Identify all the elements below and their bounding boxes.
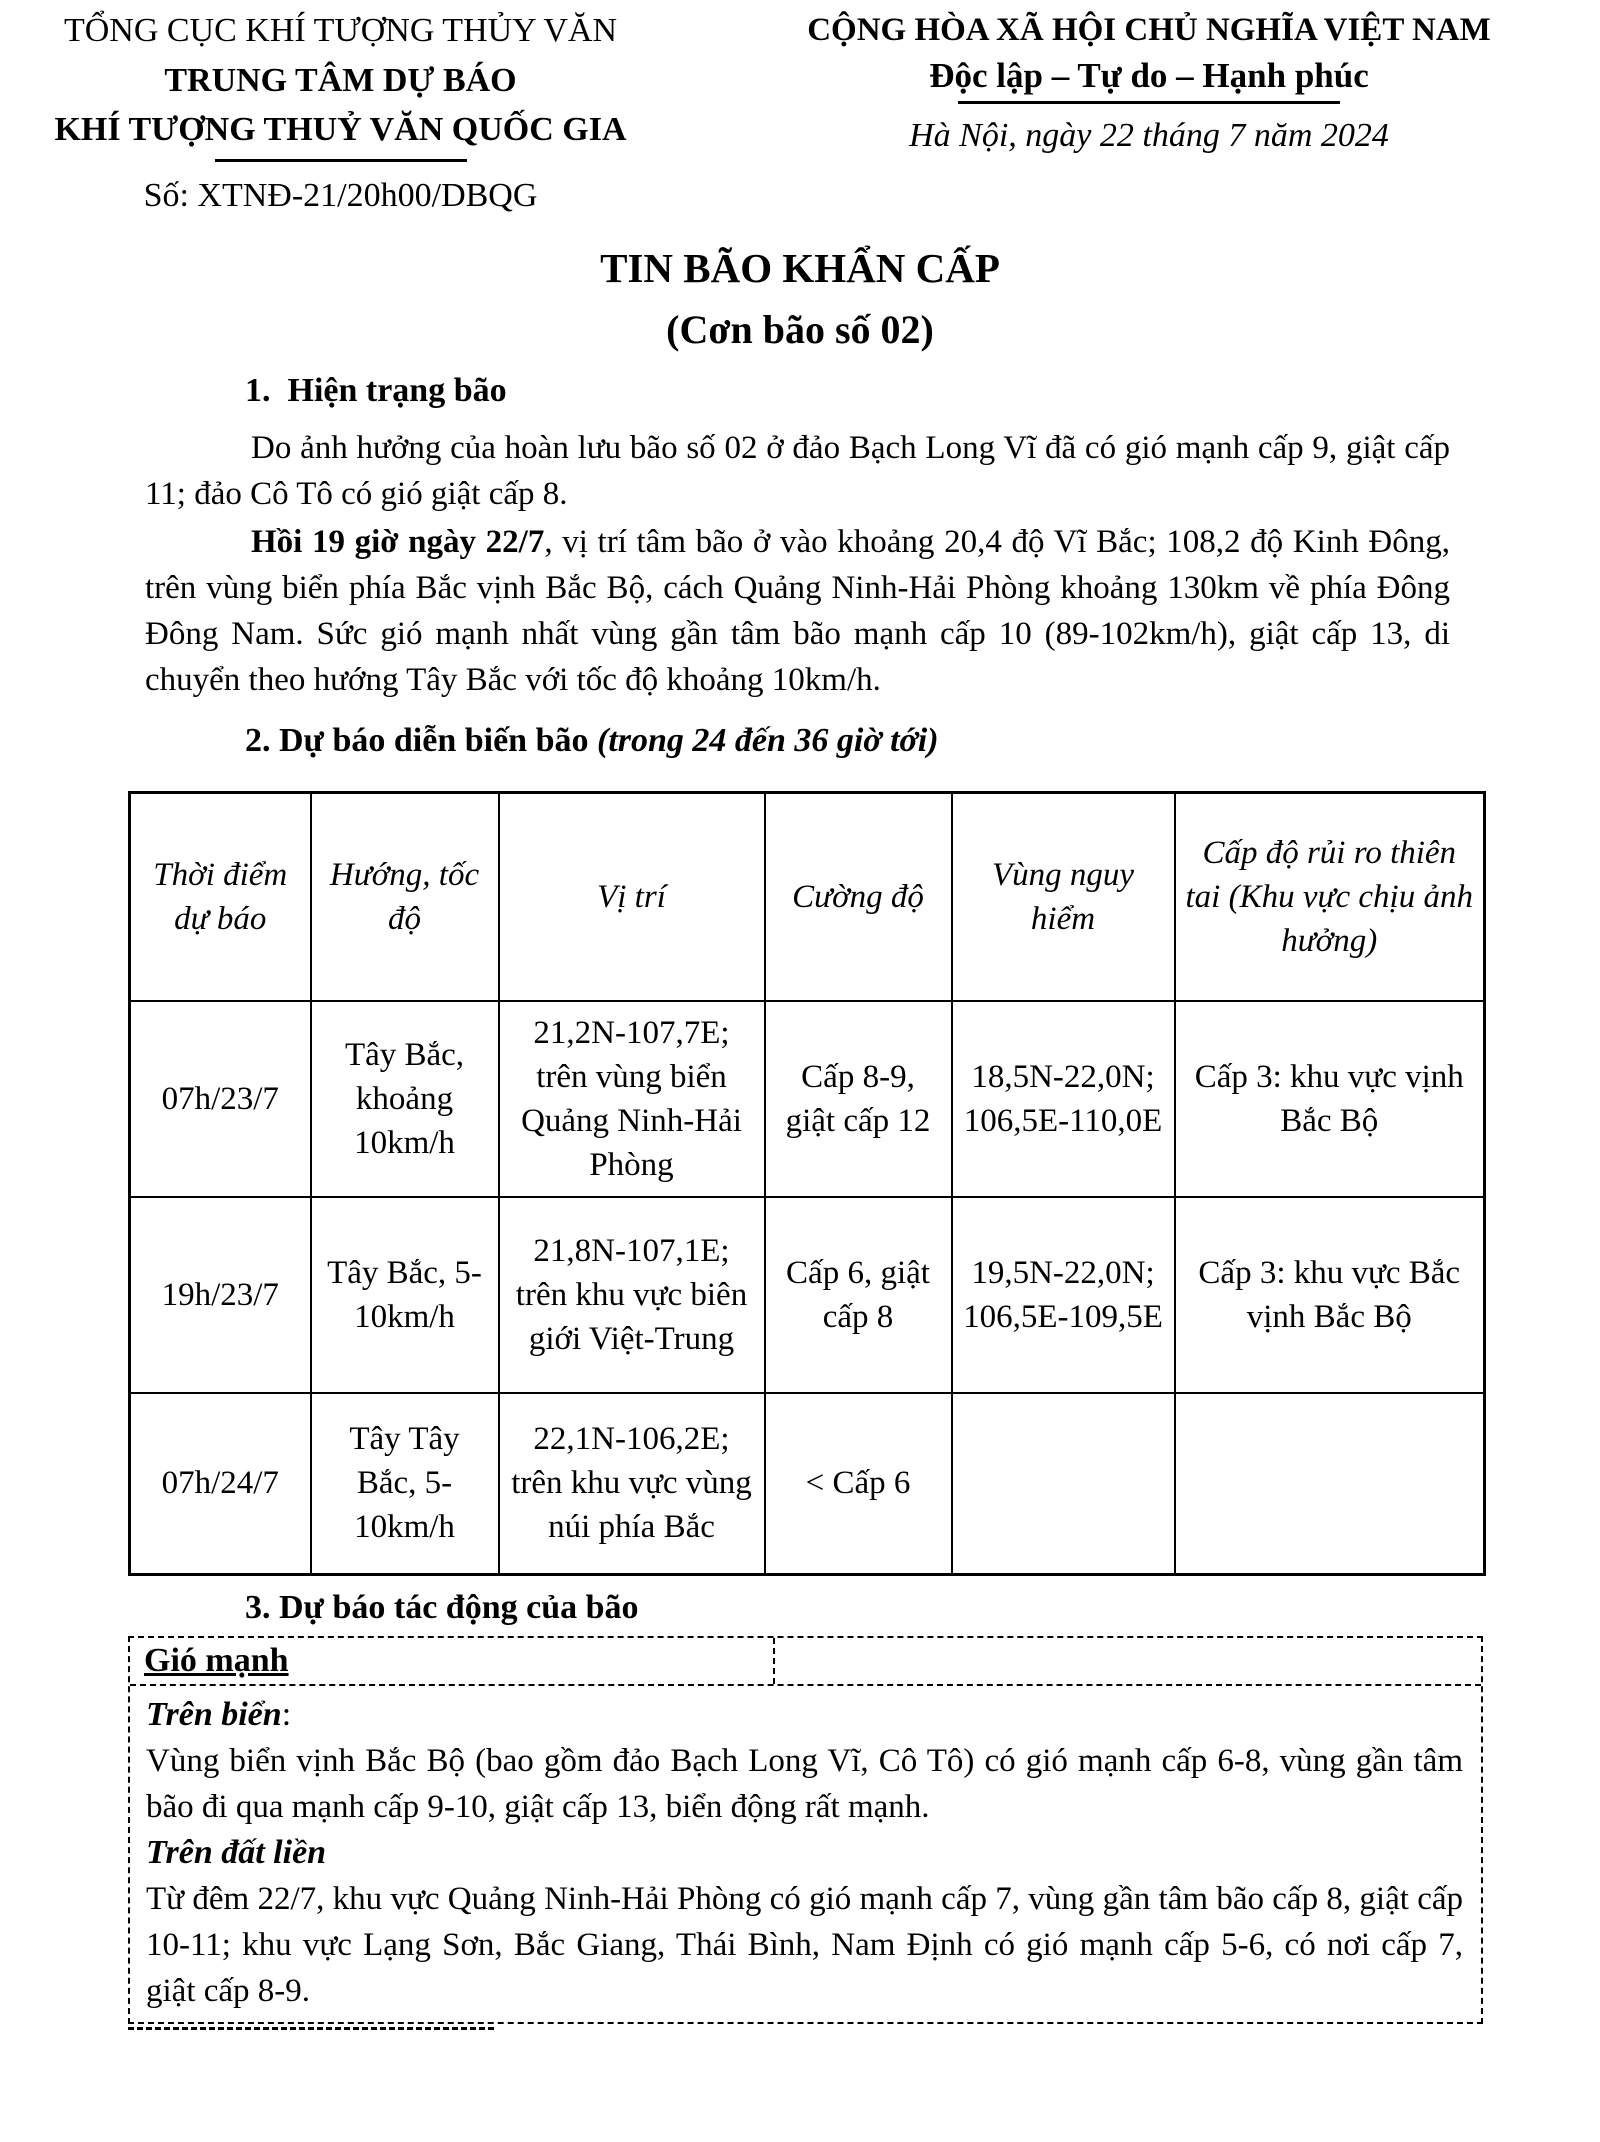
cell-position: 21,8N-107,1E; trên khu vực biên giới Việt-Trung: [499, 1197, 765, 1393]
next-row-partial-border: [128, 2027, 494, 2030]
section2-heading-bold: 2. Dự báo diễn biến bão: [245, 722, 597, 759]
paragraph2-bold-lead: Hồi 19 giờ ngày 22/7: [251, 524, 545, 560]
section3-heading: 3. Dự báo tác động của bão: [245, 1589, 639, 1626]
cell-risk-level: Cấp 3: khu vực vịnh Bắc Bộ: [1175, 1001, 1485, 1197]
strong-wind-cell: [130, 1638, 775, 1684]
forecast-table-header-row: [130, 793, 1485, 1001]
motto-underline: [958, 101, 1340, 104]
cell-position: 22,1N-106,2E; trên khu vực vùng núi phía Bắc: [499, 1393, 765, 1575]
at-sea-label-text: Trên biển: [146, 1696, 282, 1733]
forecast-table: [128, 791, 1486, 1576]
paragraph2-body: , vị trí tâm bão ở vào khoảng 20,4 độ Vĩ Bắc; 108,2 độ Kinh Đông, trên vùng biển phía Bắc vịnh Bắc Bộ, cách Quảng Ninh-Hải Phòng khoảng 130km về phía Đông Đông Nam. Sức gió mạnh nhất vùng gần tâm bão mạnh cấp 10 (89-102km/h), giật cấp 13, di chuyển theo hướng Tây Bắc với tốc độ khoảng 10km/h.: [145, 524, 1450, 698]
document-header: [0, 0, 1600, 219]
section1-paragraph1: Do ảnh hưởng của hoàn lưu bão số 02 ở đảo Bạch Long Vĩ đã có gió mạnh cấp 9, giật cấp 11; đảo Cô Tô có gió giật cấp 8.: [145, 430, 1450, 512]
table-row: [130, 1393, 1485, 1575]
date-place-line: Hà Nội, ngày 22 tháng 7 năm 2024: [909, 117, 1389, 154]
agency-name-line1: TỔNG CỤC KHÍ TƯỢNG THỦY VĂN: [63, 12, 618, 49]
cell-time: 07h/23/7: [130, 1001, 311, 1197]
impact-forecast-box: [128, 1636, 1483, 2024]
cell-danger-zone: [952, 1393, 1175, 1575]
cell-position: 21,2N-107,7E; trên vùng biển Quảng Ninh-Hải Phòng: [499, 1001, 765, 1197]
section2-heading: [245, 719, 1450, 763]
on-land-label: Trên đất liền: [146, 1834, 327, 1871]
cell-danger-zone: 19,5N-22,0N; 106,5E-109,5E: [952, 1197, 1175, 1393]
cell-time: 07h/24/7: [130, 1393, 311, 1575]
bulletin-subtitle: (Cơn bão số 02): [666, 307, 934, 352]
at-sea-colon: :: [281, 1696, 292, 1733]
impact-details: [130, 1686, 1481, 2022]
agency-name-line3: KHÍ TƯỢNG THUỶ VĂN QUỐC GIA: [54, 111, 627, 148]
section2-heading-italic: (trong 24 đến 36 giờ tới): [597, 722, 939, 759]
section1-heading: 1. Hiện trạng bão: [245, 372, 507, 409]
col-header-position: Vị trí: [499, 793, 765, 1001]
cell-direction-speed: Tây Bắc, 5-10km/h: [311, 1197, 499, 1393]
strong-wind-row: [130, 1638, 1481, 1686]
at-sea-paragraph: Vùng biển vịnh Bắc Bộ (bao gồm đảo Bạch Long Vĩ, Cô Tô) có gió mạnh cấp 6-8, vùng gần tâm bão đi qua mạnh cấp 9-10, giật cấp 13, biển động rất mạnh.: [146, 1743, 1463, 1825]
col-header-risk-level: Cấp độ rủi ro thiên tai (Khu vực chịu ảnh hưởng): [1175, 793, 1485, 1001]
col-header-direction-speed: Hướng, tốc độ: [311, 793, 499, 1001]
cell-intensity: Cấp 8-9, giật cấp 12: [765, 1001, 952, 1197]
bulletin-title: TIN BÃO KHẨN CẤP: [600, 245, 1000, 291]
national-title: CỘNG HÒA XÃ HỘI CHỦ NGHĨA VIỆT NAM: [807, 12, 1491, 48]
cell-direction-speed: Tây Bắc, khoảng 10km/h: [311, 1001, 499, 1197]
agency-underline: [215, 159, 467, 162]
on-land-paragraph: Từ đêm 22/7, khu vực Quảng Ninh-Hải Phòng có gió mạnh cấp 7, vùng gần tâm bão cấp 8, giật cấp 10-11; khu vực Lạng Sơn, Bắc Giang, Thái Bình, Nam Định có gió mạnh cấp 5-6, có nơi cấp 7, giật cấp 8-9.: [146, 1881, 1463, 2009]
national-motto: Độc lập – Tự do – Hạnh phúc: [929, 56, 1369, 95]
table-row: [130, 1001, 1485, 1197]
cell-danger-zone: 18,5N-22,0N; 106,5E-110,0E: [952, 1001, 1175, 1197]
national-header-block: [758, 6, 1540, 219]
issuing-agency-block: [33, 6, 648, 219]
cell-risk-level: [1175, 1393, 1485, 1575]
col-header-danger-zone: Vùng nguy hiểm: [952, 793, 1175, 1001]
section1-paragraph2: [145, 519, 1450, 703]
cell-direction-speed: Tây Tây Bắc, 5-10km/h: [311, 1393, 499, 1575]
cell-intensity: < Cấp 6: [765, 1393, 952, 1575]
cell-risk-level: Cấp 3: khu vực Bắc vịnh Bắc Bộ: [1175, 1197, 1485, 1393]
table-row: [130, 1197, 1485, 1393]
at-sea-label: [146, 1692, 1463, 1738]
col-header-time: Thời điểm dự báo: [130, 793, 311, 1001]
cell-intensity: Cấp 6, giật cấp 8: [765, 1197, 952, 1393]
strong-wind-label: Gió mạnh: [144, 1642, 289, 1679]
agency-name-line2: TRUNG TÂM DỰ BÁO: [164, 62, 517, 99]
cell-time: 19h/23/7: [130, 1197, 311, 1393]
doc-number: Số: XTNĐ-21/20h00/DBQG: [143, 177, 538, 214]
col-header-intensity: Cường độ: [765, 793, 952, 1001]
